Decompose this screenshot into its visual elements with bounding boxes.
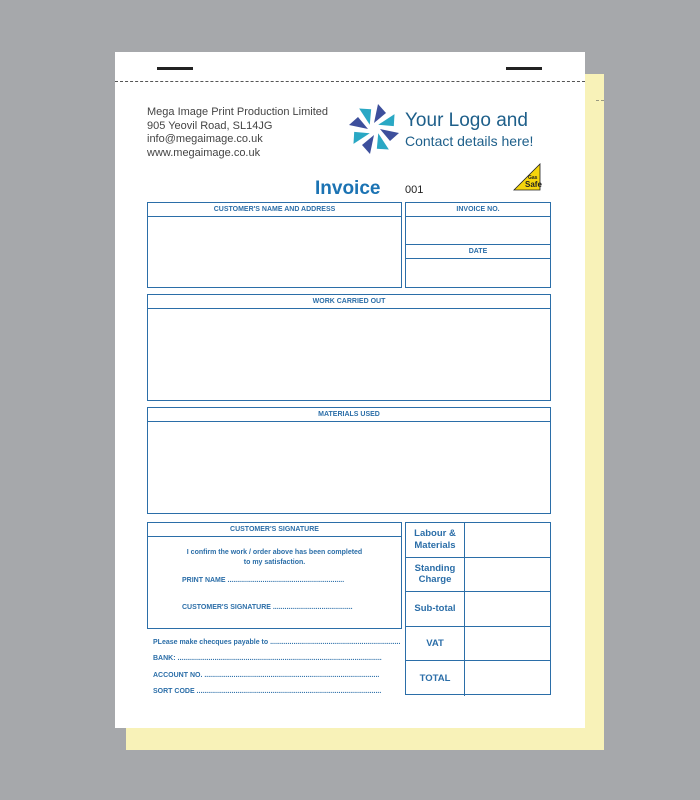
- work-carried-out-header: WORK CARRIED OUT: [148, 295, 550, 309]
- labour-label-line-1: Labour &: [414, 528, 456, 540]
- confirmation-line-1: I confirm the work / order above has been completed: [186, 549, 363, 556]
- company-details: [147, 106, 328, 160]
- company-name: Mega Image Print Production Limited: [147, 106, 328, 118]
- customer-address-header: CUSTOMER'S NAME AND ADDRESS: [148, 203, 401, 217]
- invoice-title: Invoice: [315, 178, 381, 199]
- perforation-mark-left: [157, 67, 193, 70]
- cheques-payable-line[interactable]: PLease make checques payable to ...................................................................: [153, 639, 401, 646]
- labour-materials-label: [406, 523, 465, 557]
- materials-used-header: MATERIALS USED: [148, 408, 550, 422]
- logo-text: [405, 110, 533, 150]
- logo-line-2: Contact details here!: [405, 133, 534, 149]
- work-carried-out-box[interactable]: [147, 294, 551, 401]
- account-no-line[interactable]: ACCOUNT NO. ..........................................................................................: [153, 672, 380, 679]
- badge-gas-text: Gas: [528, 175, 538, 181]
- company-address: 905 Yeovil Road, SL14JG: [147, 119, 273, 132]
- subtotal-label: Sub-total: [406, 592, 465, 626]
- vat-label: VAT: [406, 627, 465, 661]
- total-row[interactable]: [406, 661, 550, 696]
- customer-address-box[interactable]: [147, 202, 402, 288]
- vat-row[interactable]: [406, 627, 550, 662]
- bank-line[interactable]: BANK: .........................................................................................................: [153, 655, 382, 662]
- company-website: www.megaimage.co.uk: [147, 146, 261, 159]
- confirmation-text: [148, 548, 401, 567]
- invoice-number: 001: [405, 184, 424, 196]
- customer-signature-line[interactable]: CUSTOMER'S SIGNATURE .........................................: [182, 604, 353, 611]
- standing-charge-label: [406, 558, 465, 592]
- badge-safe-text: Safe: [525, 180, 542, 189]
- logo-line-1: Your Logo and: [405, 110, 528, 131]
- invoice-sheet: [115, 52, 585, 728]
- labour-materials-row[interactable]: [406, 523, 550, 558]
- standing-charge-row[interactable]: [406, 558, 550, 593]
- total-label: TOTAL: [406, 661, 465, 696]
- customer-signature-header: CUSTOMER'S SIGNATURE: [148, 523, 401, 537]
- gas-safe-badge-icon: [510, 160, 542, 192]
- totals-table: [405, 522, 551, 695]
- perforation-line: [115, 81, 585, 82]
- company-email: info@megaimage.co.uk: [147, 133, 263, 145]
- subtotal-row[interactable]: [406, 592, 550, 627]
- invoice-no-header: INVOICE NO.: [406, 203, 550, 217]
- confirmation-line-2: to my satisfaction.: [243, 558, 306, 566]
- standing-label-line-1: Standing: [414, 562, 456, 574]
- sort-code-line[interactable]: SORT CODE ...............................................................................................: [153, 688, 382, 695]
- customer-signature-box[interactable]: [147, 522, 402, 629]
- perforation-mark-right: [506, 67, 542, 70]
- materials-used-box[interactable]: [147, 407, 551, 514]
- logo-swirl-icon: [347, 102, 401, 156]
- labour-label-line-2: Materials: [414, 539, 456, 551]
- standing-label-line-2: Charge: [418, 574, 452, 586]
- print-name-line[interactable]: PRINT NAME ............................................................: [182, 577, 345, 584]
- date-header: DATE: [406, 244, 550, 259]
- invoice-date-box[interactable]: [405, 202, 551, 288]
